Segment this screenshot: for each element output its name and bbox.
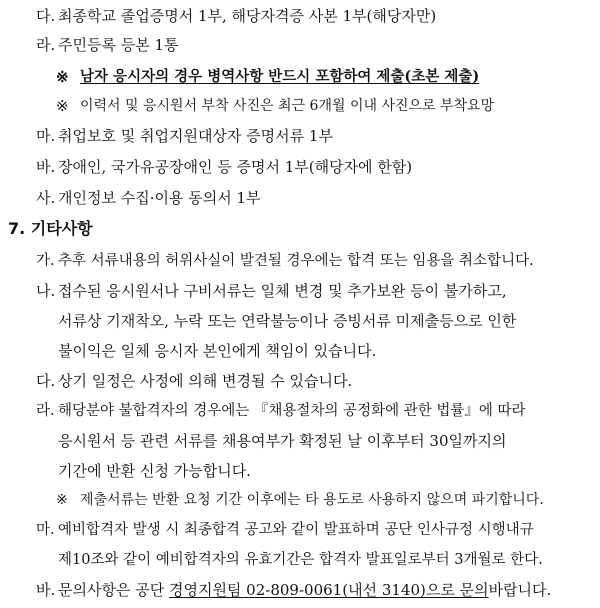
- item-marker: 나.: [36, 282, 56, 300]
- item-text: 주민등록 등본 1통: [58, 36, 179, 54]
- item-text: 예비합격자 발생 시 최종합격 공고와 같이 발표하며 공단 인사규정 시행내규: [58, 522, 534, 538]
- item-text: 제10조와 같이 예비합격자의 유효기간은 합격자 발표일로부터 3개월로 한다.: [58, 552, 543, 568]
- item-text: 최종학교 졸업증명서 1부, 해당자격증 사본 1부(해당자만): [58, 7, 437, 25]
- item-text: 해당분야 불합격자의 경우에는 『채용절차의 공정화에 관한 법률』에 따라: [58, 403, 526, 419]
- contact-suffix: 바랍니다.: [488, 581, 552, 599]
- note-text: 제출서류는 반환 요청 기간 이후에는 타 용도로 사용하지 않으며 파기합니다.: [80, 492, 544, 508]
- item-marker: 라.: [36, 36, 56, 54]
- note-marker: ※: [56, 97, 69, 115]
- item-marker: 바.: [36, 581, 56, 599]
- note-marker: ※: [56, 68, 69, 86]
- section-heading: 7. 기타사항: [8, 219, 93, 238]
- item-marker: 다.: [36, 7, 56, 25]
- contact-text: [58, 580, 551, 600]
- item-marker: 다.: [36, 372, 56, 390]
- item-text: 개인정보 수집·이용 동의서 1부: [58, 189, 261, 207]
- item-marker: 가.: [36, 253, 55, 269]
- item-marker: 라.: [36, 403, 55, 419]
- item-text: 접수된 응시원서나 구비서류는 일체 변경 및 추가보완 등이 불가하고,: [58, 282, 507, 300]
- item-text: 추후 서류내용의 허위사실이 발견될 경우에는 합격 또는 임용을 취소합니다.: [58, 253, 534, 269]
- item-text: 불이익은 일체 응시자 본인에게 책임이 있습니다.: [58, 342, 377, 360]
- item-text: 장애인, 국가유공장애인 등 증명서 1부(해당자에 한함): [58, 158, 413, 176]
- item-text: 서류상 기재착오, 누락 또는 연락불능이나 증빙서류 미제출등으로 인한: [58, 312, 517, 330]
- contact-prefix: 문의사항은 공단: [58, 581, 169, 599]
- item-marker: 바.: [36, 158, 56, 176]
- contact-phone-link[interactable]: 경영지원팀 02-809-0061(내선 3140)으로 문의: [168, 581, 489, 599]
- item-marker: 사.: [36, 189, 56, 207]
- note-marker: ※: [56, 492, 68, 508]
- item-text: 상기 일정은 사정에 의해 변경될 수 있습니다.: [58, 372, 353, 390]
- item-marker: 마.: [36, 127, 56, 145]
- item-text: 응시원서 등 관련 서류를 채용여부가 확정된 날 이후부터 30일까지의: [58, 432, 507, 450]
- item-text: 기간에 반환 신청 가능합니다.: [58, 462, 251, 480]
- item-text: 취업보호 및 취업지원대상자 증명서류 1부: [58, 127, 333, 145]
- note-text: 남자 응시자의 경우 병역사항 반드시 포함하여 제출(초본 제출): [80, 68, 480, 85]
- note-text: 이력서 및 응시원서 부착 사진은 최근 6개월 이내 사진으로 부착요망: [80, 98, 495, 114]
- item-marker: 마.: [36, 522, 55, 538]
